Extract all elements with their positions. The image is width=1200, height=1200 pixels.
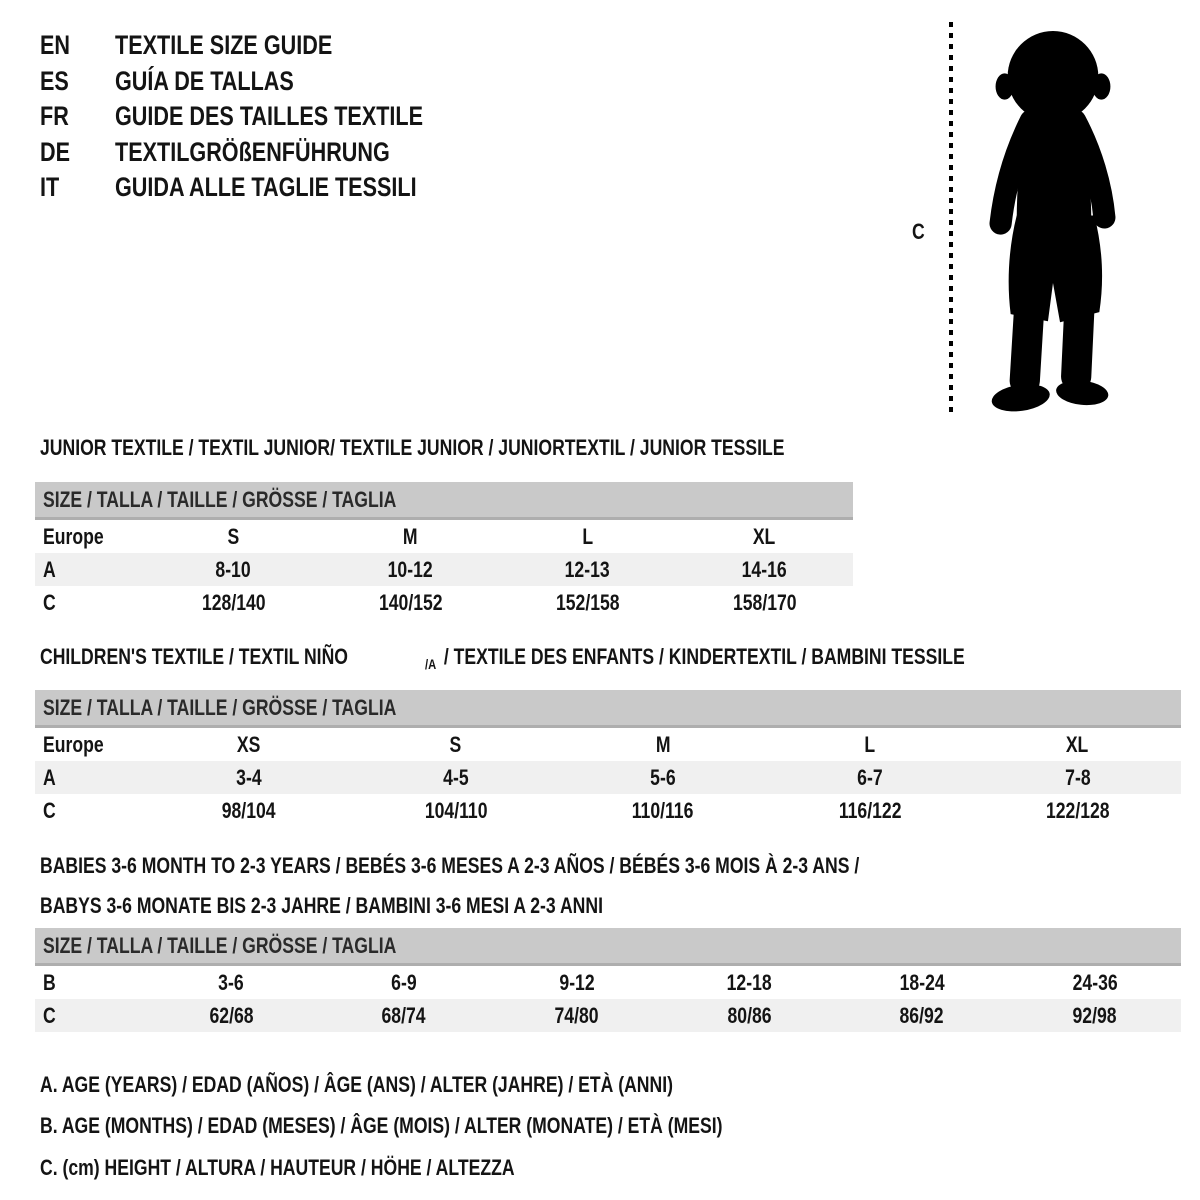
lang-code-en: EN (40, 30, 71, 61)
table-cell: 12-18 (726, 969, 772, 995)
measurement-legend (40, 1064, 893, 1189)
table-cell: 110/116 (632, 797, 694, 823)
row-label: A (43, 556, 56, 582)
children-section-title: CHILDREN'S TEXTILE / TEXTIL NIÑO /A / TEXTILE DES ENFANTS / KINDERTEXTIL / BAMBINI TESSILE (40, 645, 1096, 669)
table-row (35, 553, 853, 586)
lang-label-fr: GUIDE DES TAILLES TEXTILE (115, 101, 424, 132)
table-cell: S (227, 523, 240, 549)
height-measure-line (949, 22, 953, 418)
table-cell: 3-6 (218, 969, 245, 995)
table-cell: 8-10 (215, 556, 252, 582)
junior-section-title: JUNIOR TEXTILE / TEXTIL JUNIOR/ TEXTILE JUNIOR / JUNIORTEXTIL / JUNIOR TESSILE (40, 435, 785, 460)
table-cell: 4-5 (443, 764, 469, 790)
babies-size-header-bar: SIZE / TALLA / TAILLE / GRÖSSE / TAGLIA (35, 928, 1181, 966)
table-cell: S (449, 731, 462, 757)
table-cell: M (655, 731, 671, 757)
baby-silhouette-icon (962, 24, 1148, 422)
table-row (35, 520, 853, 553)
table-cell: 74/80 (554, 1002, 599, 1028)
table-cell: M (403, 523, 418, 549)
table-row (35, 966, 1181, 999)
babies-section-title: BABIES 3-6 MONTH TO 2-3 YEARS / BEBÉS 3-6 MESES A 2-3 AÑOS / BÉBÉS 3-6 MOIS À 2-3 ANS / BABYS 3-6 MONATE BIS 2-3 JAHRE / BAMBINI 3-6 MESI A 2-3 ANNI (40, 853, 860, 918)
table-row (35, 794, 1181, 827)
row-label: B (43, 969, 56, 995)
legend-line-c: C. (cm) HEIGHT / ALTURA / HAUTEUR / HÖHE / ALTEZZA (40, 1154, 515, 1180)
table-cell: 152/158 (555, 589, 620, 615)
legend-line-a: A. AGE (YEARS) / EDAD (AÑOS) / ÂGE (ANS) / ALTER (JAHRE) / ETÀ (ANNI) (40, 1071, 673, 1097)
table-cell: 14-16 (741, 556, 788, 582)
lang-code-it: IT (40, 172, 60, 203)
table-cell: L (582, 523, 593, 549)
row-label: A (43, 764, 56, 790)
babies-size-table (35, 928, 1181, 1032)
language-header (40, 28, 500, 206)
table-cell: 5-6 (650, 764, 676, 790)
table-cell: 18-24 (899, 969, 945, 995)
table-row (35, 586, 853, 619)
junior-size-table (35, 482, 853, 619)
lang-row-fr (40, 99, 500, 135)
lang-row-es (40, 64, 500, 100)
lang-row-en (40, 28, 500, 64)
row-label: Europe (43, 523, 104, 549)
table-cell: L (864, 731, 876, 757)
table-row (35, 761, 1181, 794)
baby-silhouette (962, 24, 1148, 427)
table-cell: 92/98 (1072, 1002, 1117, 1028)
table-cell: 140/152 (378, 589, 443, 615)
row-label: C (43, 1002, 56, 1028)
table-cell: XL (1066, 731, 1089, 757)
table-cell: 116/122 (838, 797, 902, 823)
table-cell: 122/128 (1045, 797, 1110, 823)
table-row (35, 999, 1181, 1032)
row-label: Europe (43, 731, 104, 757)
lang-label-en: TEXTILE SIZE GUIDE (115, 30, 333, 61)
table-cell: 86/92 (899, 1002, 945, 1028)
table-cell: 7-8 (1064, 764, 1091, 790)
children-size-header-bar: SIZE / TALLA / TAILLE / GRÖSSE / TAGLIA (35, 690, 1181, 728)
title-subscript: /A (424, 656, 437, 672)
lang-label-it: GUIDA ALLE TAGLIE TESSILI (115, 172, 417, 203)
lang-label-de: TEXTILGRÖßENFÜHRUNG (115, 136, 390, 167)
row-label: C (43, 589, 56, 615)
table-cell: XS (236, 731, 261, 757)
table-cell: 24-36 (1072, 969, 1118, 995)
table-cell: 158/170 (732, 589, 797, 615)
table-cell: 12-13 (564, 556, 611, 582)
lang-code-de: DE (40, 136, 71, 167)
row-label: C (43, 797, 56, 823)
table-row (35, 728, 1181, 761)
table-cell: 6-9 (391, 969, 417, 995)
height-measure-label: C (912, 219, 925, 244)
table-cell: XL (753, 523, 776, 549)
table-cell: 62/68 (209, 1002, 254, 1028)
children-size-table (35, 690, 1181, 827)
table-cell: 6-7 (857, 764, 883, 790)
junior-size-header-bar: SIZE / TALLA / TAILLE / GRÖSSE / TAGLIA (35, 482, 853, 520)
table-cell: 80/86 (727, 1002, 772, 1028)
lang-code-fr: FR (40, 101, 69, 132)
legend-line-b: B. AGE (MONTHS) / EDAD (MESES) / ÂGE (MOIS) / ALTER (MONATE) / ETÀ (MESI) (40, 1113, 723, 1139)
table-cell: 9-12 (559, 969, 595, 995)
table-cell: 128/140 (201, 589, 266, 615)
lang-row-de (40, 135, 500, 171)
lang-label-es: GUÍA DE TALLAS (115, 65, 294, 96)
table-cell: 98/104 (221, 797, 276, 823)
table-cell: 104/110 (424, 797, 488, 823)
lang-row-it (40, 170, 500, 206)
lang-code-es: ES (40, 65, 69, 96)
table-cell: 3-4 (235, 764, 262, 790)
table-cell: 10-12 (387, 556, 434, 582)
table-cell: 68/74 (381, 1002, 427, 1028)
